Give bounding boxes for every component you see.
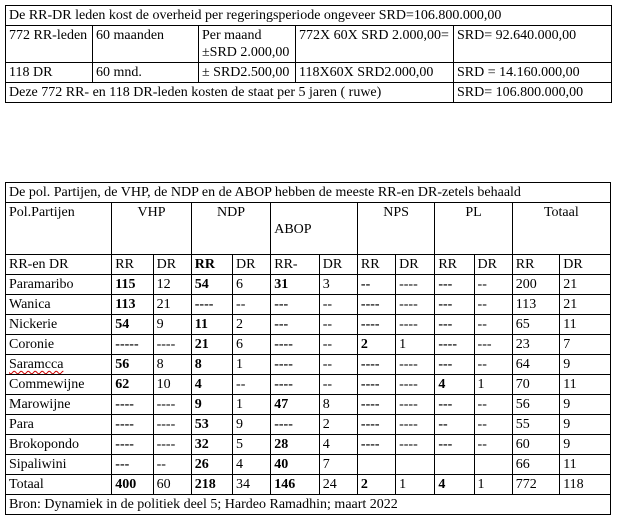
seat-cell: 21: [560, 275, 611, 295]
sub-header: RR-: [271, 255, 320, 275]
party-header-totaal: Totaal: [512, 203, 610, 255]
cost-footer-text: Deze 772 RR- en 118 DR-leden kosten de staat per 5 jaren ( ruwe): [6, 83, 454, 103]
seat-cell: 218: [191, 475, 232, 495]
table-row: [6, 275, 611, 295]
seat-cell: ----: [357, 415, 395, 435]
seat-cell: 12: [153, 275, 191, 295]
seat-cell: 8: [153, 355, 191, 375]
seat-cell: 772: [512, 475, 559, 495]
seat-cell: 54: [112, 315, 153, 335]
sub-header: RR: [112, 255, 153, 275]
table-row: [6, 435, 611, 455]
seat-cell: 65: [512, 315, 559, 335]
seat-cell: ----: [271, 375, 320, 395]
seat-cell: 70: [512, 375, 559, 395]
seat-cell: 9: [560, 415, 611, 435]
seat-cell: 4: [435, 375, 474, 395]
cost-cell: Per maand ±SRD 2.000,00: [199, 26, 296, 63]
seat-cell: 60: [153, 475, 191, 495]
seat-cell: ----: [357, 395, 395, 415]
seat-cell: 2: [357, 335, 395, 355]
table-row: [6, 375, 611, 395]
seat-cell: 115: [112, 275, 153, 295]
seat-cell: 9: [560, 395, 611, 415]
seat-cell: 1: [233, 355, 271, 375]
seat-cell: 11: [560, 455, 611, 475]
sub-header: DR: [153, 255, 191, 275]
seat-cell: ----: [112, 395, 153, 415]
seat-cell: 56: [512, 395, 559, 415]
seat-cell: ---: [435, 295, 474, 315]
source-note: Bron: Dynamiek in de politiek deel 5; Hardeo Ramadhin; maart 2022: [6, 495, 611, 515]
district-name: Coronie: [6, 335, 112, 355]
sub-header: DR: [319, 255, 357, 275]
sub-header: RR: [357, 255, 395, 275]
party-header-abop: ABOP: [271, 203, 358, 255]
seat-cell: 4: [233, 455, 271, 475]
seat-cell: 8: [191, 355, 232, 375]
sub-header: DR: [474, 255, 512, 275]
seat-cell: ----: [271, 335, 320, 355]
seat-cell: ----: [357, 355, 395, 375]
seat-cell: 9: [233, 415, 271, 435]
seat-cell: [396, 455, 435, 475]
cost-cell: 118X60X SRD2.000,00: [296, 63, 454, 83]
table-row: [6, 335, 611, 355]
seat-cell: 9: [191, 395, 232, 415]
seat-cell: ----: [396, 275, 435, 295]
seat-cell: [357, 455, 395, 475]
cost-cell: 118 DR: [6, 63, 93, 83]
seat-cell: ----: [396, 295, 435, 315]
seat-cell: 10: [153, 375, 191, 395]
seat-cell: 11: [560, 375, 611, 395]
seat-cell: ---: [474, 335, 512, 355]
seat-cell: --: [319, 295, 357, 315]
seat-cell: 21: [191, 335, 232, 355]
seat-cell: --: [153, 455, 191, 475]
district-name: Paramaribo: [6, 275, 112, 295]
seat-cell: 31: [271, 275, 320, 295]
seat-cell: 34: [233, 475, 271, 495]
seat-cell: ----: [435, 335, 474, 355]
seat-cell: 5: [233, 435, 271, 455]
sub-header: DR: [560, 255, 611, 275]
seat-cell: 62: [112, 375, 153, 395]
party-header-ndp: NDP: [191, 203, 270, 255]
seat-cell: 47: [271, 395, 320, 415]
seat-cell: ----: [396, 375, 435, 395]
district-name: Commewijne: [6, 375, 112, 395]
district-name: Saramcca: [6, 355, 112, 375]
seat-cell: -----: [112, 335, 153, 355]
cost-table: [5, 5, 612, 103]
seat-cell: --: [319, 315, 357, 335]
district-name: Wanica: [6, 295, 112, 315]
seat-cell: 54: [191, 275, 232, 295]
seat-cell: ---: [435, 355, 474, 375]
seats-table: [5, 182, 611, 515]
seat-cell: ----: [396, 395, 435, 415]
table-row: [6, 395, 611, 415]
seat-cell: 3: [319, 275, 357, 295]
seat-cell: --: [474, 415, 512, 435]
district-name: Sipaliwini: [6, 455, 112, 475]
seat-cell: ----: [357, 295, 395, 315]
district-name: Totaal: [6, 475, 112, 495]
seat-cell: 1: [474, 375, 512, 395]
seat-cell: ----: [153, 435, 191, 455]
seat-cell: 2: [233, 315, 271, 335]
seats-table-body: [6, 275, 611, 495]
seat-cell: 113: [512, 295, 559, 315]
seat-cell: 6: [233, 335, 271, 355]
seat-cell: --: [474, 435, 512, 455]
seat-cell: 28: [271, 435, 320, 455]
seat-cell: ----: [271, 355, 320, 375]
seat-cell: 2: [357, 475, 395, 495]
seat-cell: --: [474, 395, 512, 415]
seat-cell: 56: [112, 355, 153, 375]
seat-cell: 118: [560, 475, 611, 495]
seat-cell: 6: [233, 275, 271, 295]
seat-cell: ----: [153, 335, 191, 355]
seat-cell: ----: [357, 375, 395, 395]
seat-cell: 64: [512, 355, 559, 375]
seat-cell: --: [319, 375, 357, 395]
sub-header: RR: [435, 255, 474, 275]
seat-cell: 9: [153, 315, 191, 335]
seat-cell: ----: [271, 415, 320, 435]
seat-cell: ---: [271, 315, 320, 335]
cost-cell: ± SRD2.500,00: [199, 63, 296, 83]
seat-cell: --: [474, 315, 512, 335]
seat-cell: 1: [396, 475, 435, 495]
seat-cell: 11: [560, 315, 611, 335]
sub-header: RR: [191, 255, 232, 275]
corner-label: Pol.Partijen: [6, 203, 112, 255]
table-row: [6, 475, 611, 495]
table-row: [6, 295, 611, 315]
seat-cell: 66: [512, 455, 559, 475]
seat-cell: ----: [153, 395, 191, 415]
seat-cell: 200: [512, 275, 559, 295]
seat-cell: 21: [153, 295, 191, 315]
seat-cell: 2: [319, 415, 357, 435]
seat-cell: 4: [191, 375, 232, 395]
district-name: Brokopondo: [6, 435, 112, 455]
seat-cell: 4: [319, 435, 357, 455]
seat-cell: 7: [560, 335, 611, 355]
seat-cell: ----: [112, 435, 153, 455]
seat-cell: [474, 455, 512, 475]
seat-cell: --: [319, 355, 357, 375]
seat-cell: ----: [153, 415, 191, 435]
seat-cell: [435, 455, 474, 475]
cost-cell: 772 RR-leden: [6, 26, 93, 63]
sub-label: RR-en DR: [6, 255, 112, 275]
sub-header: DR: [233, 255, 271, 275]
seat-cell: ----: [357, 435, 395, 455]
seat-cell: 21: [560, 295, 611, 315]
seat-cell: ----: [191, 295, 232, 315]
table-row: [6, 455, 611, 475]
seat-cell: 11: [191, 315, 232, 335]
district-name: Marowijne: [6, 395, 112, 415]
seat-cell: 146: [271, 475, 320, 495]
seat-cell: 400: [112, 475, 153, 495]
party-header-nps: NPS: [357, 203, 434, 255]
seat-cell: ---: [435, 315, 474, 335]
table-row: [6, 355, 611, 375]
cost-cell: 60 mnd.: [93, 63, 199, 83]
table-row: [6, 415, 611, 435]
seat-cell: ----: [357, 315, 395, 335]
seat-cell: 32: [191, 435, 232, 455]
seat-cell: 113: [112, 295, 153, 315]
seat-cell: --: [474, 355, 512, 375]
seat-cell: ----: [396, 315, 435, 335]
seat-cell: 24: [319, 475, 357, 495]
seat-cell: --: [435, 415, 474, 435]
seat-cell: ----: [396, 415, 435, 435]
seat-cell: 9: [560, 435, 611, 455]
seat-cell: ---: [435, 435, 474, 455]
cost-cell: 772X 60X SRD 2.000,00=: [296, 26, 454, 63]
seat-cell: 1: [233, 395, 271, 415]
seat-cell: --: [233, 295, 271, 315]
party-header-vhp: VHP: [112, 203, 191, 255]
seats-table-title: De pol. Partijen, de VHP, de NDP en de ABOP hebben de meeste RR-en DR-zetels behaald: [6, 183, 611, 203]
seat-cell: 55: [512, 415, 559, 435]
party-header-pl: PL: [435, 203, 512, 255]
seat-cell: 8: [319, 395, 357, 415]
district-name: Para: [6, 415, 112, 435]
sub-header: DR: [396, 255, 435, 275]
seat-cell: ---: [271, 295, 320, 315]
seat-cell: ---: [112, 455, 153, 475]
cost-cell: SRD= 92.640.000,00: [454, 26, 612, 63]
seat-cell: --: [233, 375, 271, 395]
seat-cell: 4: [435, 475, 474, 495]
seat-cell: ---: [435, 395, 474, 415]
cost-cell: 60 maanden: [93, 26, 199, 63]
seat-cell: 26: [191, 455, 232, 475]
seat-cell: --: [474, 275, 512, 295]
seat-cell: --: [474, 295, 512, 315]
seat-cell: 1: [396, 335, 435, 355]
cost-table-title: De RR-DR leden kost de overheid per regeringsperiode ongeveer SRD=106.800.000,00: [6, 6, 612, 26]
seat-cell: ----: [112, 415, 153, 435]
sub-header: RR: [512, 255, 559, 275]
seat-cell: --: [357, 275, 395, 295]
district-name: Nickerie: [6, 315, 112, 335]
table-row: [6, 315, 611, 335]
seat-cell: 23: [512, 335, 559, 355]
seat-cell: ----: [396, 435, 435, 455]
seat-cell: ----: [396, 355, 435, 375]
seat-cell: 53: [191, 415, 232, 435]
cost-cell: SRD = 14.160.000,00: [454, 63, 612, 83]
seat-cell: --: [319, 335, 357, 355]
seat-cell: 40: [271, 455, 320, 475]
seat-cell: 7: [319, 455, 357, 475]
seat-cell: 9: [560, 355, 611, 375]
seat-cell: 60: [512, 435, 559, 455]
seat-cell: 1: [474, 475, 512, 495]
cost-footer-total: SRD= 106.800.000,00: [454, 83, 612, 103]
seat-cell: ---: [435, 275, 474, 295]
